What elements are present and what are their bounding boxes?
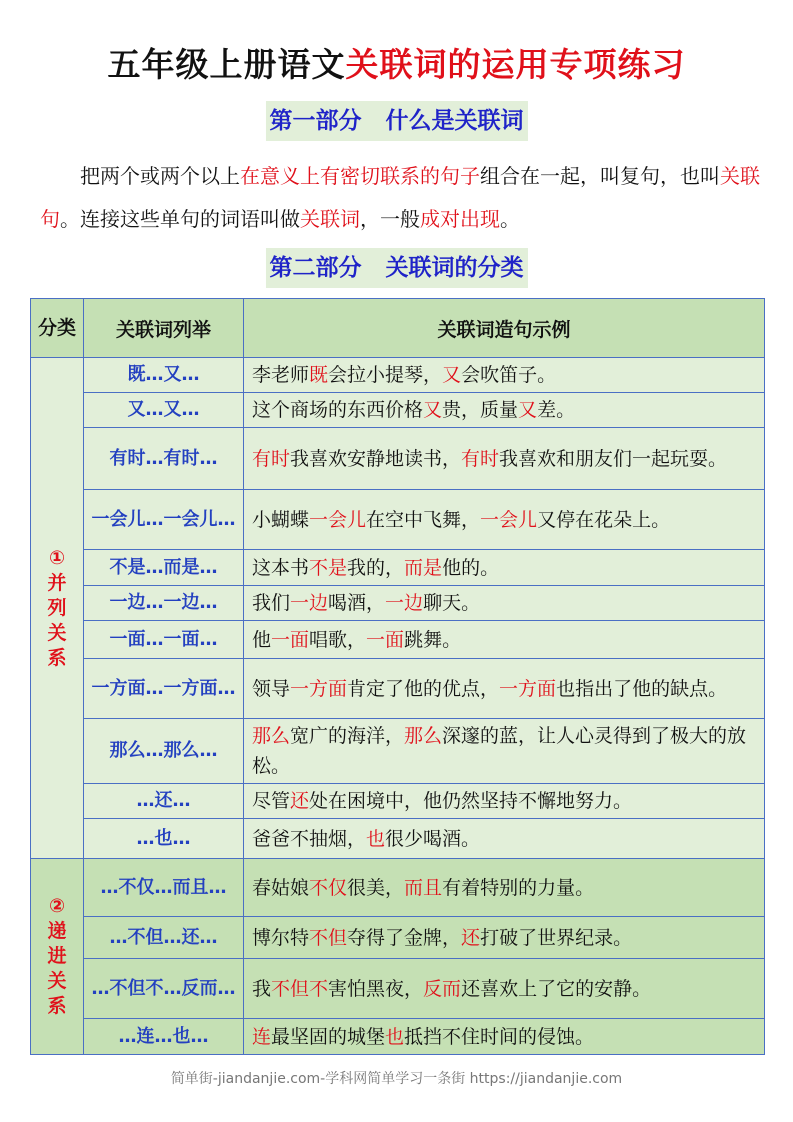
highlight-conjunction: 而是 (404, 556, 443, 579)
sentence-text: 还喜欢上了它的安静。 (461, 977, 652, 1000)
sentence-text: 我们 (252, 592, 291, 614)
sentence-text: 跳舞。 (404, 628, 462, 651)
section-heading-2: 第二部分 关联词的分类 (265, 248, 527, 288)
highlight-conjunction: 一会儿 (309, 508, 367, 531)
sentence-text: 我喜欢和朋友们一起玩耍。 (499, 447, 728, 470)
page-title (0, 40, 793, 90)
page-footer: 简单街-jiandanjie.com-学科网简单学习一条街 https://jiandanjie.com (170, 1071, 623, 1087)
highlight-conjunction: 既 (309, 364, 329, 386)
highlight-text: 成对出现 (420, 207, 500, 231)
highlight-conjunction: 又 (518, 399, 538, 421)
table-row (31, 719, 765, 784)
sentence-text: 肯定了他的优点， (347, 677, 500, 700)
sentence-text: 李老师 (252, 364, 310, 386)
sentence-text: 小蝴蝶 (252, 508, 310, 531)
table-row (31, 586, 765, 621)
conjunction-words: 一会儿…一会儿… (84, 490, 244, 550)
sentence-text: 夺得了金牌， (347, 926, 462, 949)
sentence-text: 聊天。 (423, 592, 481, 614)
highlight-conjunction: 那么 (404, 725, 443, 747)
intro-text: 。连接这些单句的词语叫做 (60, 207, 300, 231)
conjunction-words: 一面…一面… (84, 621, 244, 659)
conjunction-words: 一边…一边… (84, 586, 244, 621)
intro-paragraph (40, 155, 760, 241)
conjunction-words: 既…又… (84, 358, 244, 393)
highlight-conjunction: 又 (423, 399, 443, 421)
sentence-text: 差。 (537, 399, 576, 421)
highlight-conjunction: 有时 (252, 447, 291, 470)
highlight-conjunction: 一方面 (499, 677, 557, 700)
table-row (31, 358, 765, 393)
table-row (31, 490, 765, 550)
sentence-text: 打破了世界纪录。 (480, 926, 633, 949)
sentence-text: 他 (252, 628, 272, 651)
sentence-text: 喝酒， (328, 592, 386, 614)
conjunction-words: 有时…有时… (84, 428, 244, 490)
example-sentence (244, 621, 765, 659)
sentence-text: 我 (252, 977, 272, 1000)
table-row (31, 621, 765, 659)
sentence-text: 这本书 (252, 556, 310, 579)
highlight-conjunction: 又 (442, 364, 462, 386)
table-row (31, 917, 765, 959)
sentence-text: 宽广的海洋， (290, 725, 405, 747)
highlight-conjunction: 不但 (309, 926, 348, 949)
sentence-text: 最坚固的城堡 (271, 1025, 386, 1048)
header-words: 关联词列举 (84, 299, 244, 358)
table-row (31, 550, 765, 586)
highlight-conjunction: 还 (290, 790, 310, 812)
example-sentence (244, 550, 765, 586)
sentence-text: 会吹笛子。 (461, 364, 557, 386)
category-cell: ② 递 进 关 系 (31, 859, 84, 1055)
example-sentence (244, 358, 765, 393)
intro-text: 把两个或两个以上 (80, 164, 240, 188)
sentence-text: 也指出了他的缺点。 (556, 677, 728, 700)
intro-text: 组合在一起，叫复句，也叫 (480, 164, 720, 188)
sentence-text: 唱歌， (309, 628, 367, 651)
highlight-conjunction: 一会儿 (480, 508, 538, 531)
intro-text: 。 (500, 207, 520, 231)
example-sentence (244, 859, 765, 917)
conjunction-table (30, 298, 765, 1055)
conjunction-words: …不但不…反而… (84, 959, 244, 1019)
sentence-text: 又停在花朵上。 (537, 508, 671, 531)
conjunction-words: 那么…那么… (84, 719, 244, 784)
example-sentence (244, 784, 765, 819)
conjunction-words: 不是…而是… (84, 550, 244, 586)
conjunction-words: …还… (84, 784, 244, 819)
table-row (31, 659, 765, 719)
category-cell: ① 并 列 关 系 (31, 358, 84, 859)
highlight-conjunction: 也 (385, 1025, 405, 1048)
example-sentence (244, 917, 765, 959)
example-sentence (244, 819, 765, 859)
sentence-text: 害怕黑夜， (328, 977, 424, 1000)
sentence-text: 春姑娘 (252, 876, 310, 899)
conjunction-words: …也… (84, 819, 244, 859)
table-header-row (31, 299, 765, 358)
table-row (31, 959, 765, 1019)
highlight-text: 关联句 (40, 164, 760, 231)
sentence-text: 他的。 (442, 556, 500, 579)
example-sentence (244, 428, 765, 490)
highlight-conjunction: 一方面 (290, 677, 348, 700)
title-grade: 五年级上册语文 (107, 45, 346, 84)
highlight-conjunction: 一边 (385, 592, 424, 614)
highlight-conjunction: 还 (461, 926, 481, 949)
sentence-text: 这个商场的东西价格 (252, 399, 424, 421)
sentence-text: 有着特别的力量。 (442, 876, 595, 899)
sentence-text: 贵，质量 (442, 399, 519, 421)
example-sentence (244, 719, 765, 784)
highlight-conjunction: 不但不 (271, 977, 329, 1000)
highlight-conjunction: 一面 (366, 628, 405, 651)
conjunction-words: 又…又… (84, 393, 244, 428)
sentence-text: 我的， (347, 556, 405, 579)
section-heading-1: 第一部分 什么是关联词 (265, 101, 527, 141)
example-sentence (244, 393, 765, 428)
table-row (31, 428, 765, 490)
example-sentence (244, 959, 765, 1019)
highlight-conjunction: 有时 (461, 447, 500, 470)
title-topic: 关联词的运用专项练习 (345, 45, 686, 84)
highlight-text: 关联词 (300, 207, 360, 231)
sentence-text: 很少喝酒。 (385, 827, 481, 850)
example-sentence (244, 490, 765, 550)
conjunction-words: …不但…还… (84, 917, 244, 959)
sentence-text: 在空中飞舞， (366, 508, 481, 531)
table-row (31, 784, 765, 819)
conjunction-words: …不仅…而且… (84, 859, 244, 917)
intro-text: ，一般 (360, 207, 420, 231)
highlight-text: 在意义上有密切联系的句子 (240, 164, 480, 188)
table-row (31, 819, 765, 859)
sentence-text: 爸爸不抽烟， (252, 827, 367, 850)
highlight-conjunction: 连 (252, 1025, 272, 1048)
table-row (31, 859, 765, 917)
table-row (31, 1019, 765, 1055)
highlight-conjunction: 那么 (252, 725, 291, 747)
highlight-conjunction: 反而 (423, 977, 462, 1000)
table-row (31, 393, 765, 428)
sentence-text: 领导 (252, 677, 291, 700)
conjunction-words: …连…也… (84, 1019, 244, 1055)
table-body (31, 358, 765, 1055)
sentence-text: 我喜欢安静地读书， (290, 447, 462, 470)
sentence-text: 尽管 (252, 790, 291, 812)
highlight-conjunction: 也 (366, 827, 386, 850)
sentence-text: 博尔特 (252, 926, 310, 949)
example-sentence (244, 1019, 765, 1055)
conjunction-words: 一方面…一方面… (84, 659, 244, 719)
highlight-conjunction: 一边 (290, 592, 329, 614)
sentence-text: 处在困境中，他仍然坚持不懈地努力。 (309, 790, 633, 812)
highlight-conjunction: 而且 (404, 876, 443, 899)
example-sentence (244, 659, 765, 719)
highlight-conjunction: 不是 (309, 556, 348, 579)
sentence-text: 抵挡不住时间的侵蚀。 (404, 1025, 595, 1048)
example-sentence (244, 586, 765, 621)
sentence-text: 会拉小提琴， (328, 364, 443, 386)
highlight-conjunction: 不仅 (309, 876, 348, 899)
header-category: 分类 (31, 299, 84, 358)
highlight-conjunction: 一面 (271, 628, 310, 651)
header-example: 关联词造句示例 (244, 299, 765, 358)
sentence-text: 深邃的蓝，让人心灵得到了极大的放松。 (252, 725, 747, 777)
sentence-text: 很美， (347, 876, 405, 899)
